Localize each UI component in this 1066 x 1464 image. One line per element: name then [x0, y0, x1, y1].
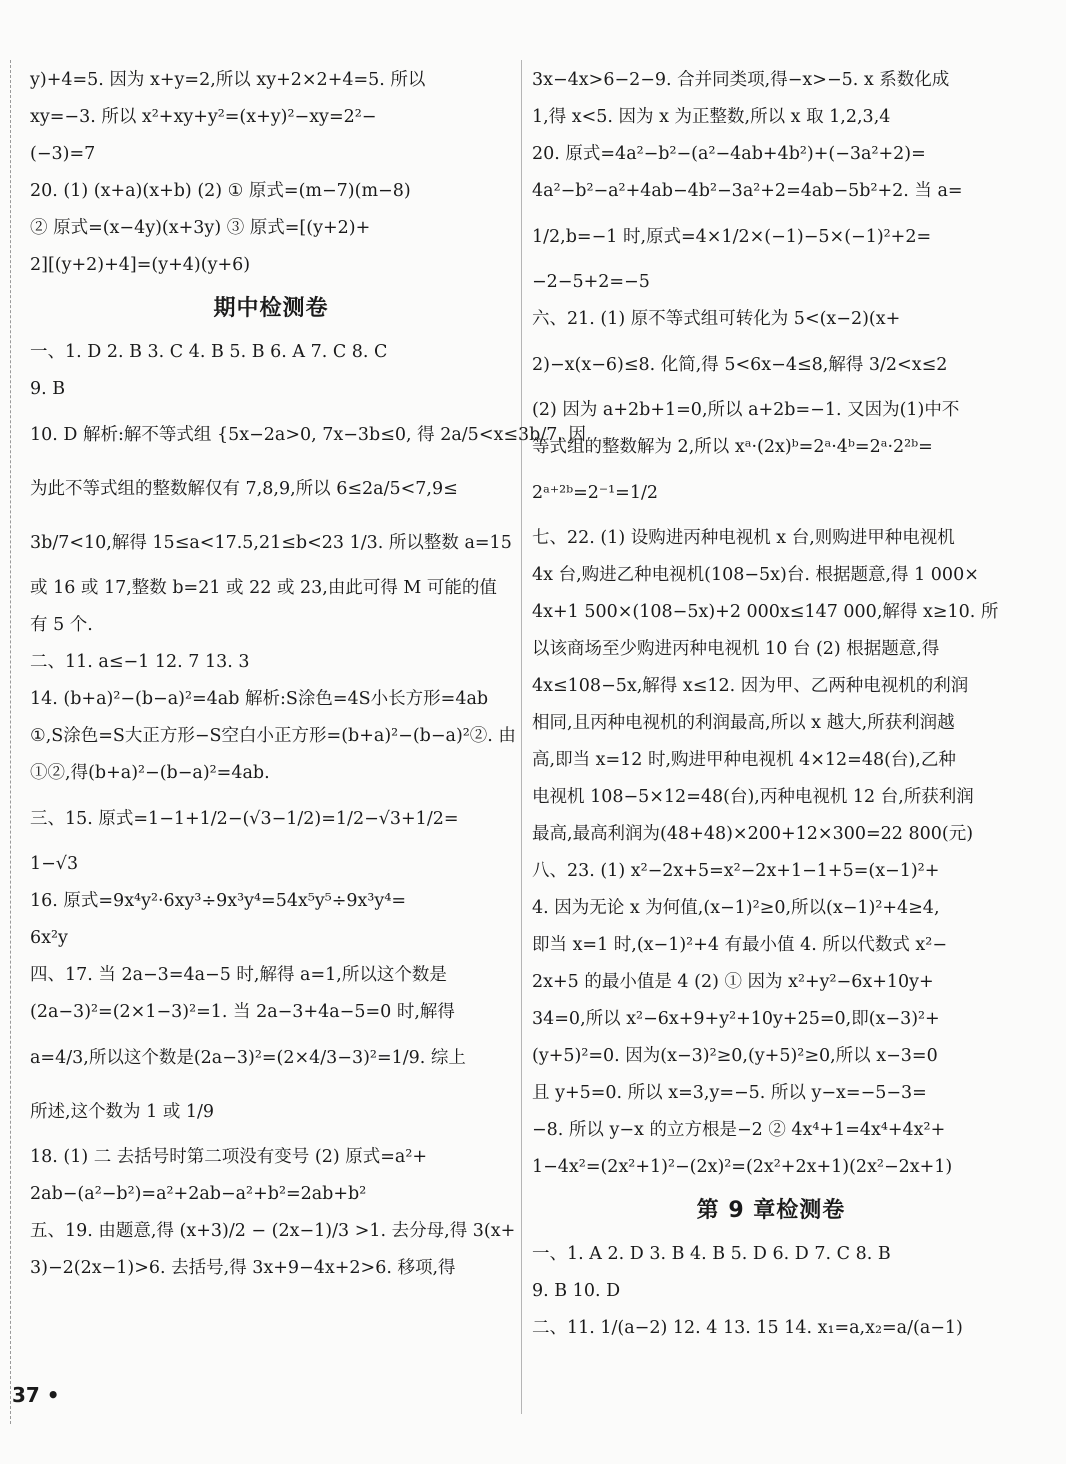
- page-number: 37 •: [12, 1383, 60, 1407]
- answer-line: 4a²−b²−a²+4ab−4b²−3a²+2=4ab−5b²+2. 当 a=: [532, 181, 963, 201]
- answer-line: 七、22. (1) 设购进丙种电视机 x 台,则购进甲种电视机: [532, 528, 955, 548]
- answer-line: 2ab−(a²−b²)=a²+2ab−a²+b²=2ab+b²: [30, 1184, 367, 1204]
- answer-line: ①②,得(b+a)²−(b−a)²=4ab.: [30, 763, 270, 783]
- answer-line: 电视机 108−5×12=48(台),丙种电视机 12 台,所获利润: [532, 787, 974, 807]
- answer-line: 等式组的整数解为 2,所以 xᵃ·(2x)ᵇ=2ᵃ·4ᵇ=2ᵃ·2²ᵇ=: [532, 437, 933, 457]
- answer-line: 20. (1) (x+a)(x+b) (2) ① 原式=(m−7)(m−8): [30, 181, 411, 201]
- answer-line: 高,即当 x=12 时,购进甲种电视机 4×12=48(台),乙种: [532, 750, 956, 770]
- answer-line: 一、1. D 2. B 3. C 4. B 5. B 6. A 7. C 8. C: [30, 342, 388, 362]
- answer-line: a=4/3,所以这个数是(2a−3)²=(2×4/3−3)²=1/9. 综上: [30, 1048, 466, 1068]
- answer-line: 且 y+5=0. 所以 x=3,y=−5. 所以 y−x=−5−3=: [532, 1083, 927, 1103]
- answer-line: (2a−3)²=(2×1−3)²=1. 当 2a−3+4a−5=0 时,解得: [30, 1002, 455, 1022]
- answer-line: 6x²y: [30, 928, 68, 948]
- answer-line: 18. (1) 二 去括号时第二项没有变号 (2) 原式=a²+: [30, 1147, 427, 1167]
- answer-line: 10. D 解析:解不等式组 {5x−2a>0, 7x−3b≤0, 得 2a/5<x≤3b/7. 因: [30, 425, 587, 445]
- section-heading-midterm: 期中检测卷: [213, 296, 329, 321]
- answer-line: 有 5 个.: [30, 615, 93, 635]
- answer-line: 3b/7<10,解得 15≤a<17.5,21≤b<23 1/3. 所以整数 a=15: [30, 533, 512, 553]
- answer-line: 4x 台,购进乙种电视机(108−5x)台. 根据题意,得 1 000×: [532, 565, 979, 585]
- answer-line: 16. 原式=9x⁴y²·6xy³÷9x³y⁴=54x⁵y⁵÷9x³y⁴=: [30, 891, 406, 911]
- answer-line: 六、21. (1) 原不等式组可转化为 5<(x−2)(x+: [532, 309, 901, 329]
- answer-line: 或 16 或 17,整数 b=21 或 22 或 23,由此可得 M 可能的值: [30, 578, 497, 598]
- answer-line: 相同,且丙种电视机的利润最高,所以 x 越大,所获利润越: [532, 713, 955, 733]
- answer-line: 三、15. 原式=1−1+1/2−(√3−1/2)=1/2−√3+1/2=: [30, 809, 459, 829]
- answer-line: 二、11. a≤−1 12. 7 13. 3: [30, 652, 250, 672]
- answer-line: 五、19. 由题意,得 (x+3)/2 − (2x−1)/3 >1. 去分母,得 3(x+: [30, 1221, 516, 1241]
- answer-line: 一、1. A 2. D 3. B 4. B 5. D 6. D 7. C 8. B: [532, 1244, 891, 1264]
- answer-line: y)+4=5. 因为 x+y=2,所以 xy+2×2+4=5. 所以: [30, 70, 426, 90]
- answer-line: 20. 原式=4a²−b²−(a²−4ab+4b²)+(−3a²+2)=: [532, 144, 926, 164]
- answer-line: 9. B: [30, 379, 66, 399]
- answer-line: 9. B 10. D: [532, 1281, 621, 1301]
- answer-line: 即当 x=1 时,(x−1)²+4 有最小值 4. 所以代数式 x²−: [532, 935, 947, 955]
- answer-line: −8. 所以 y−x 的立方根是−2 ② 4x⁴+1=4x⁴+4x²+: [532, 1120, 946, 1140]
- answer-line: 以该商场至少购进丙种电视机 10 台 (2) 根据题意,得: [532, 639, 940, 659]
- answer-line: 34=0,所以 x²−6x+9+y²+10y+25=0,即(x−3)²+: [532, 1009, 940, 1029]
- binding-margin-line: [10, 60, 11, 1424]
- answer-line: 2ᵃ⁺²ᵇ=2⁻¹=1/2: [532, 483, 659, 503]
- answer-line: ② 原式=(x−4y)(x+3y) ③ 原式=[(y+2)+: [30, 218, 371, 238]
- answer-line: 2)−x(x−6)≤8. 化简,得 5<6x−4≤8,解得 3/2<x≤2: [532, 355, 948, 375]
- answer-line: (y+5)²=0. 因为(x−3)²≥0,(y+5)²≥0,所以 x−3=0: [532, 1046, 938, 1066]
- answer-line: 1−4x²=(2x²+1)²−(2x)²=(2x²+2x+1)(2x²−2x+1): [532, 1157, 953, 1177]
- answer-line: 二、11. 1/(a−2) 12. 4 13. 15 14. x₁=a,x₂=a/(a−1): [532, 1318, 963, 1338]
- answer-line: 4x+1 500×(108−5x)+2 000x≤147 000,解得 x≥10. 所: [532, 602, 999, 622]
- left-column: [30, 62, 587, 1287]
- answer-line: 四、17. 当 2a−3=4a−5 时,解得 a=1,所以这个数是: [30, 965, 447, 985]
- answer-line: xy=−3. 所以 x²+xy+y²=(x+y)²−xy=2²−: [30, 107, 377, 127]
- column-divider: [521, 60, 522, 1414]
- answer-line: 为此不等式组的整数解仅有 7,8,9,所以 6≤2a/5<7,9≤: [30, 479, 458, 499]
- section-heading-chapter9: 第 9 章检测卷: [696, 1198, 846, 1223]
- answer-line: 3x−4x>6−2−9. 合并同类项,得−x>−5. x 系数化成: [532, 70, 950, 90]
- answer-line: 2x+5 的最小值是 4 (2) ① 因为 x²+y²−6x+10y+: [532, 972, 934, 992]
- answer-line: 所述,这个数为 1 或 1/9: [30, 1102, 215, 1122]
- answer-line: 4. 因为无论 x 为何值,(x−1)²≥0,所以(x−1)²+4≥4,: [532, 898, 940, 918]
- answer-line: (−3)=7: [30, 144, 96, 164]
- answer-line: 2][(y+2)+4]=(y+4)(y+6): [30, 255, 251, 275]
- answer-line: 最高,最高利润为(48+48)×200+12×300=22 800(元): [532, 824, 974, 844]
- answer-line: −2−5+2=−5: [532, 272, 650, 292]
- answer-line: 1/2,b=−1 时,原式=4×1/2×(−1)−5×(−1)²+2=: [532, 227, 932, 247]
- answer-line: 1−√3: [30, 854, 79, 874]
- answer-line: 八、23. (1) x²−2x+5=x²−2x+1−1+5=(x−1)²+: [532, 861, 940, 881]
- answer-line: 4x≤108−5x,解得 x≤12. 因为甲、乙两种电视机的利润: [532, 676, 969, 696]
- answer-line: 14. (b+a)²−(b−a)²=4ab 解析:S涂色=4S小长方形=4ab: [30, 689, 489, 709]
- answer-line: (2) 因为 a+2b+1=0,所以 a+2b=−1. 又因为(1)中不: [532, 400, 960, 420]
- answer-line: 1,得 x<5. 因为 x 为正整数,所以 x 取 1,2,3,4: [532, 107, 891, 127]
- answer-line: 3)−2(2x−1)>6. 去括号,得 3x+9−4x+2>6. 移项,得: [30, 1258, 456, 1278]
- answer-line: ①,S涂色=S大正方形−S空白小正方形=(b+a)²−(b−a)²②. 由: [30, 726, 516, 746]
- right-column: [532, 62, 1010, 1347]
